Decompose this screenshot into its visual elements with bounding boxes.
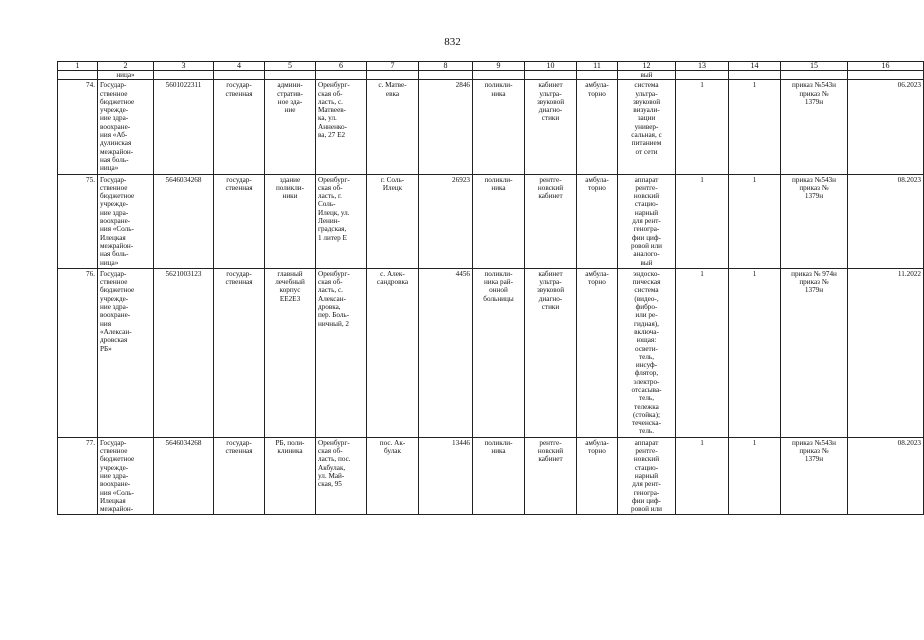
target-date xyxy=(848,174,924,268)
ownership-type xyxy=(214,80,265,174)
locality-text: г. Соль- Илецк xyxy=(380,175,405,192)
row-number-text: 76. xyxy=(86,269,95,278)
inn-code xyxy=(154,80,214,174)
target-date-text: 06.2023 xyxy=(897,81,921,90)
building-name xyxy=(265,437,316,515)
address xyxy=(316,268,367,437)
care-type-text: амбула- торно xyxy=(585,438,609,456)
address xyxy=(316,437,367,515)
org-name-text: Государ- ственное бюджетное учрежде- ние здра- воохране- ния «Соль- Илецкая межрайон- ная боль- ница» xyxy=(100,175,135,267)
building-name-text: РБ, поли- клиника xyxy=(275,438,305,456)
quantity-col14 xyxy=(729,174,781,268)
ownership-type xyxy=(214,437,265,515)
column-number: 10 xyxy=(525,62,577,71)
unit-type-text: поликли- ника xyxy=(484,438,513,456)
population xyxy=(419,437,473,515)
inn-code-text: 5621003123 xyxy=(165,269,202,278)
inn-code-text: 5646034268 xyxy=(165,175,202,184)
inn-code-text: 5601022311 xyxy=(165,81,202,90)
quantity-col13-text: 1 xyxy=(700,175,704,184)
inn-code xyxy=(154,268,214,437)
order-reference xyxy=(781,437,848,515)
target-date-text: 11.2022 xyxy=(897,269,921,278)
order-reference xyxy=(781,268,848,437)
locality-text: с. Алек- сандровка xyxy=(376,269,409,287)
quantity-col14-text: 1 xyxy=(752,269,757,278)
room-type xyxy=(525,437,577,515)
order-reference xyxy=(781,80,848,174)
continued-org-text: ница» xyxy=(98,71,154,80)
column-number: 7 xyxy=(367,62,419,71)
quantity-col14 xyxy=(729,80,781,174)
org-name xyxy=(98,437,154,515)
inn-code xyxy=(154,174,214,268)
ownership-type-text: государ- ственная xyxy=(225,175,253,192)
quantity-col13 xyxy=(676,268,729,437)
room-type xyxy=(525,268,577,437)
order-reference-text: приказ №543н приказ № 1379н xyxy=(792,175,836,201)
order-reference-text: приказ № 974н приказ № 1379н xyxy=(791,269,837,295)
address-text: Оренбург- ская об- ласть, с. Матвеев- ка, ул. Анненко- ва, 27 Е2 xyxy=(318,81,350,140)
column-number: 11 xyxy=(577,62,618,71)
column-number: 16 xyxy=(848,62,924,71)
population-text: 13446 xyxy=(452,438,470,447)
row-number xyxy=(58,174,98,268)
column-number: 2 xyxy=(98,62,154,71)
column-number: 14 xyxy=(729,62,781,71)
locality-text: с. Матве- евка xyxy=(378,81,407,98)
column-number: 8 xyxy=(419,62,473,71)
continued-equipment-text: вый xyxy=(618,71,676,80)
address xyxy=(316,174,367,268)
locality xyxy=(367,268,419,437)
target-date-text: 08.2023 xyxy=(897,438,921,447)
row-number-text: 77. xyxy=(86,438,95,447)
quantity-col14-text: 1 xyxy=(752,81,757,90)
equipment-name xyxy=(618,174,676,268)
population xyxy=(419,268,473,437)
quantity-col14-text: 1 xyxy=(752,175,757,184)
quantity-col13-text: 1 xyxy=(700,81,704,90)
equipment-name-text: аппарат рентге- новский стацио- нарный для рент- геногра- фии циф- ровой или xyxy=(630,438,663,514)
row-number xyxy=(58,80,98,174)
care-type xyxy=(577,174,618,268)
row-number xyxy=(58,268,98,437)
room-type-text: рентге- новский кабинет xyxy=(537,438,564,464)
address-text: Оренбург- ская об- ласть, с. Алексан- дровка, пер. Боль- ничный, 2 xyxy=(318,269,350,328)
population-text: 4456 xyxy=(455,269,470,278)
equipment-name xyxy=(618,80,676,174)
room-type-text: рентге- новский кабинет xyxy=(537,175,564,201)
ownership-type xyxy=(214,174,265,268)
org-name-text: Государ- ственное бюджетное учрежде- ние здра- воохране- ния «Алексан- дровская РБ» xyxy=(100,269,135,353)
equipment-name xyxy=(618,268,676,437)
org-name xyxy=(98,80,154,174)
care-type xyxy=(577,437,618,515)
population-text: 26923 xyxy=(452,175,470,184)
column-number-row xyxy=(58,62,924,71)
care-type xyxy=(577,268,618,437)
room-type xyxy=(525,174,577,268)
org-name-text: Государ- ственное бюджетное учрежде- ние здра- воохране- ния «Аб- дулинская межрайон- ная боль- ница» xyxy=(100,81,135,173)
target-date xyxy=(848,268,924,437)
quantity-col14 xyxy=(729,268,781,437)
row-number-text: 75. xyxy=(86,175,95,184)
locality xyxy=(367,80,419,174)
column-number: 15 xyxy=(781,62,848,71)
row-number-text: 74. xyxy=(86,81,95,90)
target-date-text: 08.2023 xyxy=(897,175,921,184)
row-number xyxy=(58,437,98,515)
registry-table xyxy=(57,61,924,515)
column-number: 1 xyxy=(58,62,98,71)
quantity-col14-text: 1 xyxy=(752,438,757,447)
column-number: 6 xyxy=(316,62,367,71)
continuation-row xyxy=(58,71,924,80)
table-row xyxy=(58,80,924,174)
unit-type-text: поликли- ника xyxy=(484,175,513,192)
address-text: Оренбург- ская об- ласть, г. Соль- Илецк, ул. Ленин- градская, 1 литер Е xyxy=(318,175,350,242)
equipment-name xyxy=(618,437,676,515)
population xyxy=(419,174,473,268)
page-number: 832 xyxy=(444,36,461,48)
building-name xyxy=(265,174,316,268)
ownership-type-text: государ- ственная xyxy=(225,269,253,287)
column-number: 12 xyxy=(618,62,676,71)
care-type xyxy=(577,80,618,174)
column-number: 3 xyxy=(154,62,214,71)
unit-type-text: поликли- ника рай- онной больницы xyxy=(483,269,514,303)
registry-rows xyxy=(58,80,924,515)
quantity-col13 xyxy=(676,437,729,515)
target-date xyxy=(848,437,924,515)
org-name xyxy=(98,268,154,437)
care-type-text: амбула- торно xyxy=(585,269,609,287)
org-name-text: Государ- ственное бюджетное учрежде- ние здра- воохране- ния «Соль- Илецкая межрайон- xyxy=(100,438,135,514)
room-type-text: кабинет ультра- звуковой диагно- стики xyxy=(536,81,565,123)
ownership-type-text: государ- ственная xyxy=(225,438,253,456)
care-type-text: амбула- торно xyxy=(585,81,609,98)
equipment-name-text: система ультра- звуковой визуали- зации универ- сальная, с питанием от сети xyxy=(631,81,662,156)
column-number: 4 xyxy=(214,62,265,71)
quantity-col13-text: 1 xyxy=(700,269,704,278)
address xyxy=(316,80,367,174)
room-type-text: кабинет ультра- звуковой диагно- стики xyxy=(536,269,565,312)
order-reference-text: приказ №543н приказ № 1379н xyxy=(792,81,836,106)
table-row xyxy=(58,174,924,268)
locality xyxy=(367,437,419,515)
order-reference xyxy=(781,174,848,268)
building-name-text: здание поликли- ники xyxy=(275,175,305,201)
table-row xyxy=(58,268,924,437)
unit-type-text: поликли- ника xyxy=(484,81,513,98)
locality-text: пос. Ак- булак xyxy=(379,438,406,456)
locality xyxy=(367,174,419,268)
order-reference-text: приказ №543н приказ № 1379н xyxy=(792,438,836,464)
column-number: 5 xyxy=(265,62,316,71)
building-name-text: главный лечебный корпус ЕЕ2Е3 xyxy=(275,269,305,303)
unit-type xyxy=(473,268,525,437)
room-type xyxy=(525,80,577,174)
building-name-text: админи- стратив- ное зда- ние xyxy=(277,81,303,115)
unit-type xyxy=(473,80,525,174)
address-text: Оренбург- ская об- ласть, пос. Акбулак, ул. Май- ская, 95 xyxy=(318,438,351,489)
building-name xyxy=(265,80,316,174)
population xyxy=(419,80,473,174)
building-name xyxy=(265,268,316,437)
ownership-type-text: государ- ственная xyxy=(225,81,253,98)
org-name xyxy=(98,174,154,268)
equipment-name-text: аппарат рентге- новский стацио- нарный для рент- геногра- фии циф- ровой или аналого- вый xyxy=(630,175,663,267)
target-date xyxy=(848,80,924,174)
quantity-col13 xyxy=(676,174,729,268)
table-row xyxy=(58,437,924,515)
equipment-name-text: эндоско- пическая система (видео-, фибро- или ре- гидная), включа- ющая: освети- тель, инсуф- флятор, электро- отсасыва- тель, тележка (стойка); теченска- тель. xyxy=(631,269,662,436)
column-number: 9 xyxy=(473,62,525,71)
ownership-type xyxy=(214,268,265,437)
column-number: 13 xyxy=(676,62,729,71)
unit-type xyxy=(473,174,525,268)
inn-code xyxy=(154,437,214,515)
unit-type xyxy=(473,437,525,515)
quantity-col13-text: 1 xyxy=(700,438,704,447)
inn-code-text: 5646034268 xyxy=(165,438,202,447)
quantity-col14 xyxy=(729,437,781,515)
quantity-col13 xyxy=(676,80,729,174)
care-type-text: амбула- торно xyxy=(585,175,609,192)
population-text: 2846 xyxy=(455,81,470,90)
